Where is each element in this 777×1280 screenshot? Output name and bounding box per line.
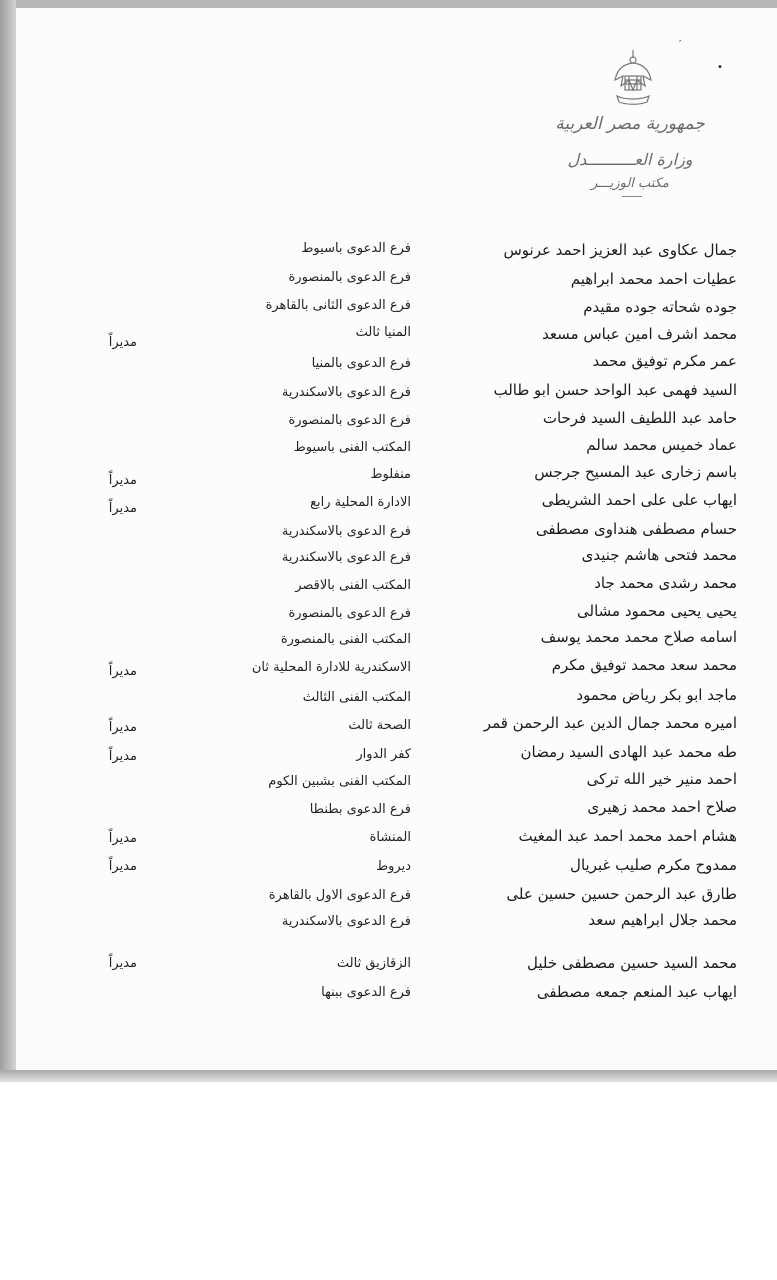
employee-name: محمد جلال ابراهيم سعد xyxy=(588,911,737,929)
assigned-branch: المكتب الفنى بالاقصر xyxy=(295,578,411,593)
employee-name: حامد عبد اللطيف السيد فرحات xyxy=(542,409,737,427)
role-label: مديراً xyxy=(108,335,137,350)
employee-name: عمر مكرم توفيق محمد xyxy=(592,352,737,370)
list-item xyxy=(0,798,777,828)
assigned-branch: الاسكندرية للادارة المحلية ثان xyxy=(251,660,411,675)
list-item xyxy=(0,298,777,328)
assigned-branch: فرع الدعوى الثانى بالقاهرة xyxy=(265,298,411,313)
list-item xyxy=(0,574,777,604)
employee-name: هشام احمد محمد احمد عبد المغيث xyxy=(518,827,737,845)
list-item xyxy=(0,743,777,773)
assigned-branch: الادارة المحلية رابع xyxy=(310,495,411,510)
assigned-branch: فرع الدعوى بالاسكندرية xyxy=(281,550,411,565)
assigned-branch: المكتب الفنى باسيوط xyxy=(293,440,411,455)
assigned-branch: المكتب الفنى بشبين الكوم xyxy=(268,774,411,789)
letterhead-republic: جمهورية مصر العربية xyxy=(555,114,705,134)
list-item xyxy=(0,270,777,300)
assigned-branch: فرع الدعوى باسيوط xyxy=(301,241,411,256)
list-item xyxy=(0,714,777,744)
role-label: مديراً xyxy=(108,664,137,679)
role-label: مديراً xyxy=(108,859,137,874)
employee-name: جمال عكاوى عبد العزيز احمد عرنوس xyxy=(503,241,737,259)
assigned-branch: فرع الدعوى بالمنصورة xyxy=(288,413,411,428)
role-label: مديراً xyxy=(108,956,137,971)
list-item xyxy=(0,546,777,576)
assigned-branch: كفر الدوار xyxy=(356,747,411,762)
list-item xyxy=(0,381,777,411)
employee-name: صلاح احمد محمد زهيرى xyxy=(587,798,737,816)
employee-name: ايهاب عبد المنعم جمعه مصطفى xyxy=(536,983,737,1001)
list-item xyxy=(0,436,777,466)
employee-name: حسام مصطفى هنداوى مصطفى xyxy=(535,520,737,538)
employee-name: محمد السيد حسين مصطفى خليل xyxy=(526,954,737,972)
assigned-branch: فرع الدعوى بالاسكندرية xyxy=(281,524,411,539)
letterhead-ministry: وزارة العــــــــــدل xyxy=(567,150,693,169)
list-item xyxy=(0,827,777,857)
employee-name: ايهاب على على احمد الشريطى xyxy=(541,491,737,509)
employee-name: محمد فتحى هاشم جنيدى xyxy=(581,546,737,564)
employee-name: اسامه صلاح محمد محمد يوسف xyxy=(540,628,737,646)
list-item xyxy=(0,656,777,686)
list-item xyxy=(0,463,777,493)
letterhead-divider xyxy=(622,196,642,197)
scan-top-edge xyxy=(0,0,777,8)
assigned-branch: المنشاة xyxy=(369,830,411,845)
list-item xyxy=(0,325,777,355)
employee-name: عماد خميس محمد سالم xyxy=(586,436,737,454)
assigned-branch: فرع الدعوى بالمنصورة xyxy=(288,270,411,285)
list-item xyxy=(0,352,777,382)
assigned-branch: فرع الدعوى بطنطا xyxy=(309,802,411,817)
employee-name: السيد فهمى عبد الواحد حسن ابو طالب xyxy=(493,381,737,399)
role-label: مديراً xyxy=(108,720,137,735)
employee-name: احمد منير خير الله تركى xyxy=(586,770,737,788)
scan-speck: ′ xyxy=(679,39,682,50)
role-label: مديراً xyxy=(108,473,137,488)
assigned-branch: المكتب الفنى الثالث xyxy=(302,690,411,705)
employee-name: باسم زخارى عبد المسيح جرجس xyxy=(534,463,737,481)
employee-name: محمد اشرف امين عباس مسعد xyxy=(542,325,737,343)
employee-name: ممدوح مكرم صليب غبريال xyxy=(570,856,737,874)
eagle-emblem-icon xyxy=(609,46,657,108)
employee-name: اميره محمد جمال الدين عبد الرحمن قمر xyxy=(483,714,737,732)
list-item xyxy=(0,770,777,800)
assigned-branch: المكتب الفنى بالمنصورة xyxy=(280,632,411,647)
list-item xyxy=(0,911,777,941)
assigned-branch: الصحة ثالث xyxy=(348,718,411,733)
employee-name: طارق عبد الرحمن حسين حسين على xyxy=(506,885,737,903)
assigned-branch: فرع الدعوى بالمنيا xyxy=(311,356,411,371)
scan-speck: • xyxy=(717,62,723,73)
employee-name: جوده شحاته جوده مقيدم xyxy=(583,298,737,316)
assigned-branch: فرع الدعوى بالمنصورة xyxy=(288,606,411,621)
assigned-branch: المنيا ثالث xyxy=(355,325,411,340)
employee-name: محمد سعد محمد توفيق مكرم xyxy=(551,656,737,674)
scan-bottom-edge xyxy=(0,1070,777,1082)
assigned-branch: الزقازيق ثالث xyxy=(336,956,411,971)
assigned-branch: ديروط xyxy=(376,859,411,874)
role-label: مديراً xyxy=(108,501,137,516)
employee-name: عطيات احمد محمد ابراهيم xyxy=(570,270,737,288)
list-item xyxy=(0,856,777,886)
employee-name: محمد رشدى محمد جاد xyxy=(594,574,737,592)
list-item xyxy=(0,491,777,521)
assigned-branch: فرع الدعوى ببنها xyxy=(321,985,411,1000)
list-item xyxy=(0,241,777,271)
list-item xyxy=(0,628,777,658)
employee-name: طه محمد عبد الهادى السيد رمضان xyxy=(520,743,737,761)
list-item xyxy=(0,954,777,984)
assigned-branch: فرع الدعوى بالاسكندرية xyxy=(281,914,411,929)
list-item xyxy=(0,983,777,1013)
employee-name: يحيى يحيى محمود مشالى xyxy=(577,602,737,620)
role-label: مديراً xyxy=(108,831,137,846)
letterhead-office: مكتب الوزيـــر xyxy=(591,176,669,191)
role-label: مديراً xyxy=(108,749,137,764)
assigned-branch: منفلوط xyxy=(370,467,411,482)
assigned-branch: فرع الدعوى الاول بالقاهرة xyxy=(268,888,411,903)
list-item xyxy=(0,409,777,439)
employee-name: ماجد ابو بكر رياض محمود xyxy=(576,686,737,704)
list-item xyxy=(0,686,777,716)
assigned-branch: فرع الدعوى بالاسكندرية xyxy=(281,385,411,400)
